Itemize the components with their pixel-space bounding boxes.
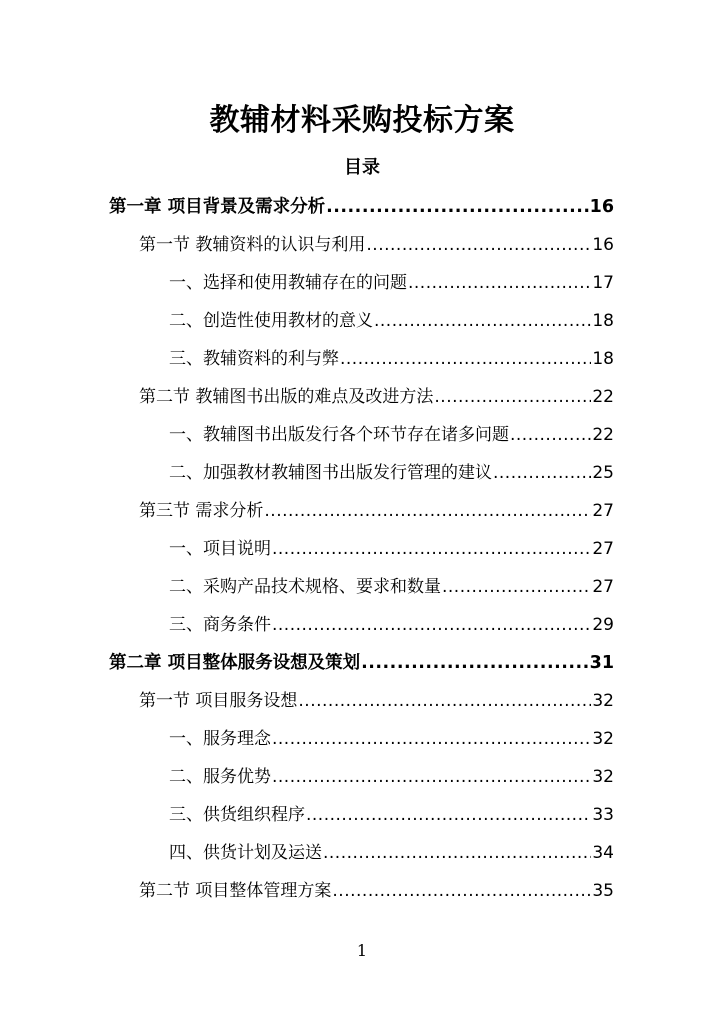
toc-entry-section[interactable]: [139, 872, 614, 910]
toc-entry-text: 三、教辅资料的利与弊: [169, 349, 339, 369]
toc-entry-text: 二、创造性使用教材的意义: [169, 311, 373, 331]
toc-entry-page: 16: [589, 197, 614, 217]
toc-leader-dots: [340, 340, 591, 378]
toc-entry-page: 32: [592, 691, 614, 711]
toc-entry-text: 二、加强教材教辅图书出版发行管理的建议: [169, 463, 492, 483]
toc-entry-subsection[interactable]: [169, 454, 614, 492]
toc-entry-page: 31: [589, 653, 614, 673]
toc-entry-page: 35: [592, 881, 614, 901]
toc-entry-text: 第一节 项目服务设想: [139, 691, 298, 711]
toc-leader-dots: [326, 188, 589, 226]
toc-entry-page: 22: [592, 387, 614, 407]
toc-entry-subsection[interactable]: [169, 530, 614, 568]
toc-entry-page: 33: [592, 805, 614, 825]
page-number: 1: [356, 941, 368, 960]
toc-leader-dots: [374, 302, 591, 340]
toc-entry-page: 17: [592, 273, 614, 293]
toc-entry-subsection[interactable]: [169, 606, 614, 644]
toc-leader-dots: [442, 568, 591, 606]
toc-entry-chapter[interactable]: [109, 644, 614, 682]
toc-entry-subsection[interactable]: [169, 796, 614, 834]
toc-entry-subsection[interactable]: [169, 568, 614, 606]
toc-entry-text: 二、服务优势: [169, 767, 271, 787]
toc-entry-text: 二、采购产品技术规格、要求和数量: [169, 577, 441, 597]
toc-leader-dots: [272, 758, 591, 796]
toc-entry-subsection[interactable]: [169, 340, 614, 378]
toc-entry-page: 27: [592, 539, 614, 559]
toc-entry-text: 第二节 教辅图书出版的难点及改进方法: [139, 387, 434, 407]
toc-entry-text: 一、教辅图书出版发行各个环节存在诸多问题: [169, 425, 509, 445]
toc-leader-dots: [272, 720, 591, 758]
toc-entry-text: 第二章 项目整体服务设想及策划: [109, 653, 361, 673]
toc-entry-text: 三、供货组织程序: [169, 805, 305, 825]
toc-entry-page: 29: [592, 615, 614, 635]
toc-entry-text: 一、服务理念: [169, 729, 271, 749]
toc-leader-dots: [408, 264, 591, 302]
toc-entry-page: 32: [592, 767, 614, 787]
toc-entry-subsection[interactable]: [169, 416, 614, 454]
toc-entry-section[interactable]: [139, 682, 614, 720]
toc-entry-text: 三、商务条件: [169, 615, 271, 635]
toc-entry-chapter[interactable]: [109, 188, 614, 226]
toc-leader-dots: [264, 492, 591, 530]
toc-entry-subsection[interactable]: [169, 834, 614, 872]
toc-entry-page: 22: [592, 425, 614, 445]
toc-entry-section[interactable]: [139, 226, 614, 264]
toc-entry-text: 第二节 项目整体管理方案: [139, 881, 332, 901]
toc-entry-subsection[interactable]: [169, 720, 614, 758]
toc-entry-page: 32: [592, 729, 614, 749]
toc-leader-dots: [366, 226, 591, 264]
toc-entry-page: 27: [592, 577, 614, 597]
toc-entry-page: 18: [592, 311, 614, 331]
toc-leader-dots: [272, 606, 591, 644]
toc-leader-dots: [510, 416, 591, 454]
toc-leader-dots: [298, 682, 591, 720]
toc-entry-page: 34: [592, 843, 614, 863]
toc-entry-text: 一、项目说明: [169, 539, 271, 559]
toc-leader-dots: [434, 378, 591, 416]
toc-entry-text: 第一节 教辅资料的认识与利用: [139, 235, 366, 255]
toc-entry-text: 一、选择和使用教辅存在的问题: [169, 273, 407, 293]
toc-entry-subsection[interactable]: [169, 302, 614, 340]
toc-entry-subsection[interactable]: [169, 264, 614, 302]
toc-leader-dots: [493, 454, 591, 492]
toc-leader-dots: [361, 644, 589, 682]
toc-entry-page: 25: [592, 463, 614, 483]
toc-entry-page: 16: [592, 235, 614, 255]
toc-entry-section[interactable]: [139, 492, 614, 530]
toc-entry-text: 第一章 项目背景及需求分析: [109, 197, 326, 217]
toc-leader-dots: [323, 834, 591, 872]
toc-entry-page: 18: [592, 349, 614, 369]
toc-entry-page: 27: [592, 501, 614, 521]
toc-entry-text: 四、供货计划及运送: [169, 843, 322, 863]
toc-leader-dots: [332, 872, 591, 910]
toc-entry-text: 第三节 需求分析: [139, 501, 264, 521]
toc-entry-subsection[interactable]: [169, 758, 614, 796]
toc-leader-dots: [306, 796, 591, 834]
toc-entry-section[interactable]: [139, 378, 614, 416]
document-title: 教辅材料采购投标方案: [209, 103, 515, 138]
toc-leader-dots: [272, 530, 591, 568]
toc-heading: 目录: [344, 157, 380, 178]
